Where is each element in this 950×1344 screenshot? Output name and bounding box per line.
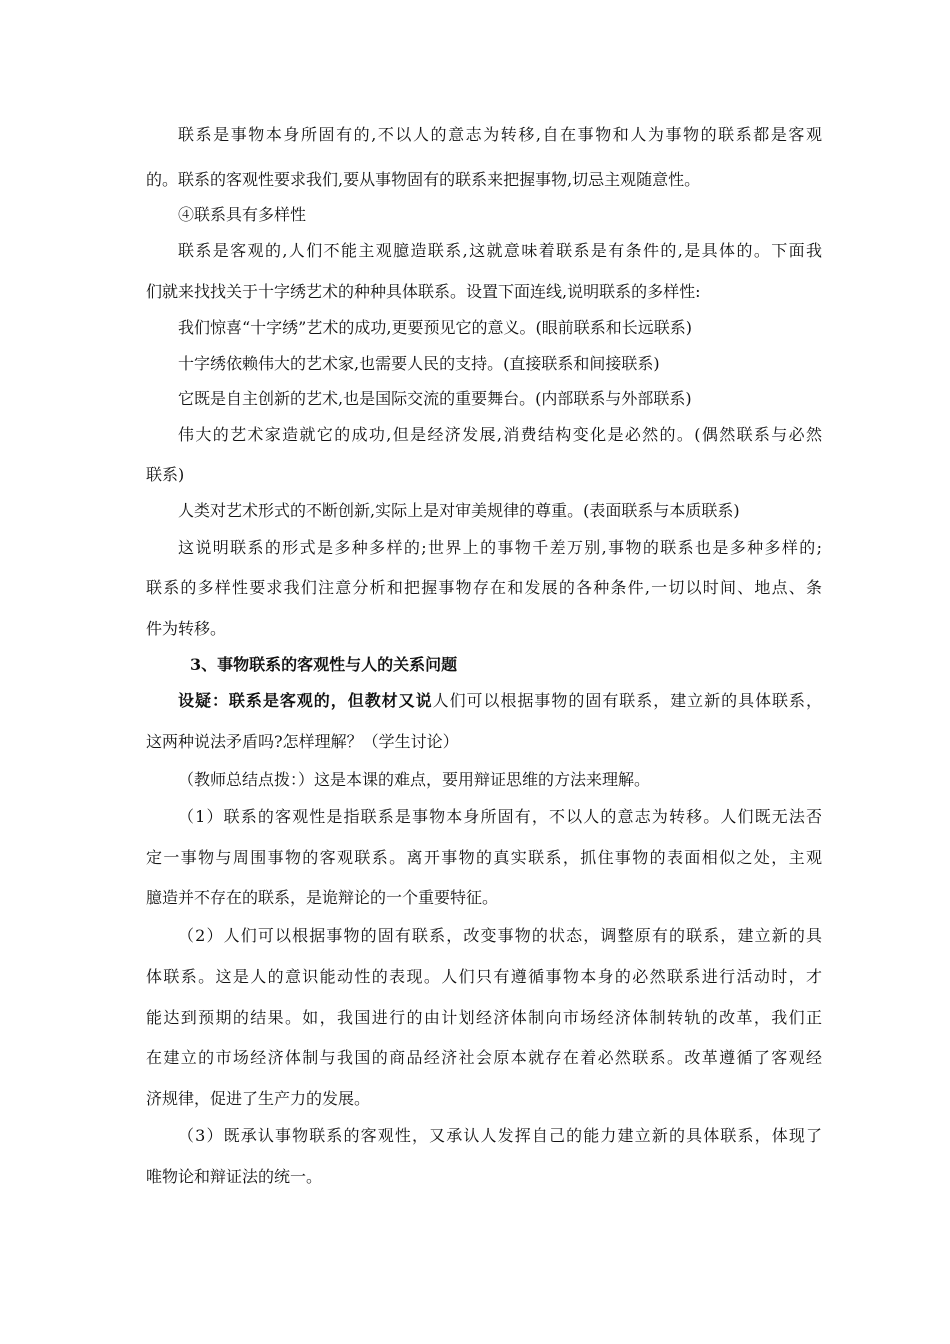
text-line: 济规律，促进了生产力的发展。	[146, 1089, 371, 1108]
list-heading: ④联系具有多样性	[178, 205, 307, 224]
text-line: 唯物论和辩证法的统一。	[146, 1167, 323, 1186]
text-line: 件为转移。	[146, 619, 227, 638]
text-line: 这两种说法矛盾吗?怎样理解？（学生讨论）	[146, 732, 459, 751]
text-line: 联系的多样性要求我们注意分析和把握事物存在和发展的各种条件,一切以时间、地点、条	[146, 578, 822, 597]
text-line: 我们惊喜“十字绣”艺术的成功,更要预见它的意义。(眼前联系和长远联系)	[178, 318, 692, 337]
text-line: 的。联系的客观性要求我们,要从事物固有的联系来把握事物,切忌主观随意性。	[146, 170, 701, 189]
text-line: 臆造并不存在的联系，是诡辩论的一个重要特征。	[146, 888, 499, 907]
text-line: （1）联系的客观性是指联系是事物本身所固有，不以人的意志为转移。人们既无法否	[178, 807, 822, 826]
text-line: 伟大的艺术家造就它的成功,但是经济发展,消费结构变化是必然的。(偶然联系与必然	[178, 425, 822, 444]
text-line: 们就来找找关于十字绣艺术的种种具体联系。设置下面连线,说明联系的多样性:	[146, 282, 701, 301]
text-line: （2）人们可以根据事物的固有联系，改变事物的状态，调整原有的联系，建立新的具	[178, 926, 822, 945]
text-line: 十字绣依赖伟大的艺术家,也需要人民的支持。(直接联系和间接联系)	[178, 354, 660, 373]
question-text: 人们可以根据事物的固有联系，建立新的具体联系，	[432, 691, 822, 710]
text-line: 人类对艺术形式的不断创新,实际上是对审美规律的尊重。(表面联系与本质联系)	[178, 501, 740, 520]
text-line: 联系是事物本身所固有的,不以人的意志为转移,自在事物和人为事物的联系都是客观	[178, 125, 822, 144]
text-line: 它既是自主创新的艺术,也是国际交流的重要舞台。(内部联系与外部联系)	[178, 389, 692, 408]
question-label: 设疑：联系是客观的，但教材又说	[178, 691, 433, 710]
text-line: （3）既承认事物联系的客观性，又承认人发挥自己的能力建立新的具体联系，体现了	[178, 1126, 822, 1145]
section-heading: 3、事物联系的客观性与人的关系问题	[190, 655, 458, 674]
text-line: 联系是客观的,人们不能主观臆造联系,这就意味着联系是有条件的,是具体的。下面我	[178, 241, 822, 260]
text-line: 这说明联系的形式是多种多样的;世界上的事物千差万别,事物的联系也是多种多样的;	[178, 538, 822, 557]
text-line: （教师总结点拨：）这是本课的难点，要用辩证思维的方法来理解。	[178, 770, 651, 789]
text-line: 定一事物与周围事物的客观联系。离开事物的真实联系，抓住事物的表面相似之处，主观	[146, 848, 822, 867]
text-line: 能达到预期的结果。如，我国进行的由计划经济体制向市场经济体制转轨的改革，我们正	[146, 1008, 822, 1027]
question-line	[178, 693, 822, 709]
text-line: 联系)	[146, 465, 185, 484]
text-line: 在建立的市场经济体制与我国的商品经济社会原本就存在着必然联系。改革遵循了客观经	[146, 1048, 822, 1067]
text-line: 体联系。这是人的意识能动性的表现。人们只有遵循事物本身的必然联系进行活动时，才	[146, 967, 822, 986]
